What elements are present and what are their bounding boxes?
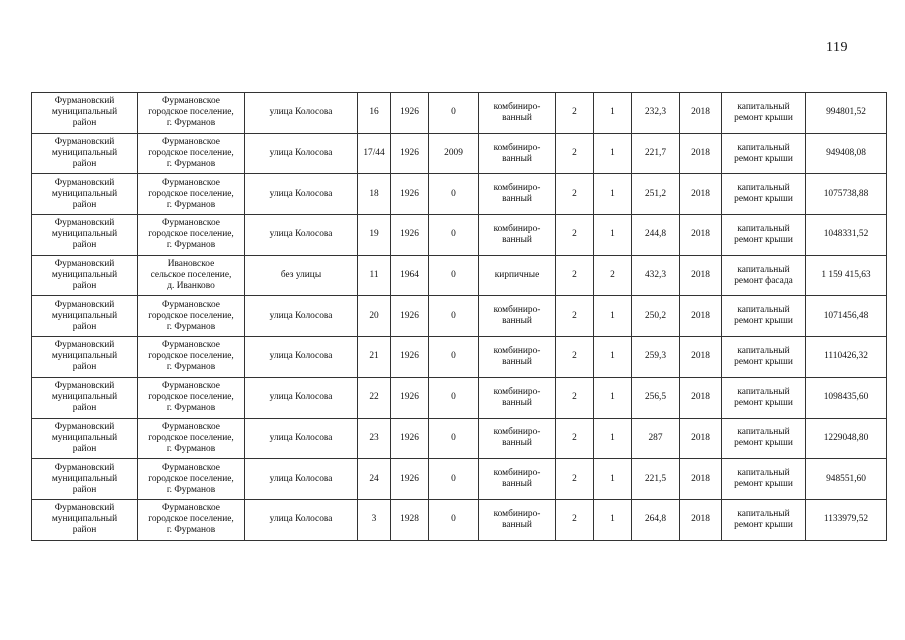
plan-year-cell: 2018 (680, 255, 722, 296)
house-number-cell: 19 (358, 215, 391, 256)
plan-year-cell: 2018 (680, 337, 722, 378)
year-built-cell: 1928 (391, 499, 429, 540)
year-renovated-cell: 0 (429, 337, 479, 378)
year-renovated-cell: 0 (429, 296, 479, 337)
wall-material-cell: комбиниро- ванный (479, 215, 556, 256)
district-cell: Фурмановский муниципальный район (32, 377, 138, 418)
floors-cell: 2 (556, 499, 594, 540)
street-cell: улица Колосова (245, 296, 358, 337)
settlement-cell: Фурмановское городское поселение, г. Фурманов (138, 377, 245, 418)
wall-material-cell: комбиниро- ванный (479, 93, 556, 134)
cost-cell: 1075738,88 (806, 174, 887, 215)
house-number-cell: 24 (358, 459, 391, 500)
work-type-cell: капитальный ремонт крыши (722, 215, 806, 256)
district-cell: Фурмановский муниципальный район (32, 459, 138, 500)
work-type-cell: капитальный ремонт крыши (722, 418, 806, 459)
year-built-cell: 1926 (391, 215, 429, 256)
plan-year-cell: 2018 (680, 499, 722, 540)
street-cell: улица Колосова (245, 93, 358, 134)
settlement-cell: Ивановское сельское поселение, д. Иванково (138, 255, 245, 296)
wall-material-cell: комбиниро- ванный (479, 174, 556, 215)
house-number-cell: 11 (358, 255, 391, 296)
district-cell: Фурмановский муниципальный район (32, 418, 138, 459)
district-cell: Фурмановский муниципальный район (32, 255, 138, 296)
cost-cell: 994801,52 (806, 93, 887, 134)
house-number-cell: 23 (358, 418, 391, 459)
table-row (32, 215, 887, 256)
entrances-cell: 1 (594, 377, 632, 418)
table-row (32, 418, 887, 459)
entrances-cell: 1 (594, 459, 632, 500)
floors-cell: 2 (556, 133, 594, 174)
year-renovated-cell: 0 (429, 255, 479, 296)
page-number: 119 (826, 40, 848, 55)
district-cell: Фурмановский муниципальный район (32, 296, 138, 337)
wall-material-cell: комбиниро- ванный (479, 296, 556, 337)
settlement-cell: Фурмановское городское поселение, г. Фурманов (138, 296, 245, 337)
table-row (32, 499, 887, 540)
entrances-cell: 1 (594, 296, 632, 337)
table-row (32, 296, 887, 337)
area-cell: 432,3 (632, 255, 680, 296)
year-built-cell: 1964 (391, 255, 429, 296)
district-cell: Фурмановский муниципальный район (32, 174, 138, 215)
table-row (32, 133, 887, 174)
district-cell: Фурмановский муниципальный район (32, 499, 138, 540)
settlement-cell: Фурмановское городское поселение, г. Фурманов (138, 418, 245, 459)
area-cell: 232,3 (632, 93, 680, 134)
area-cell: 250,2 (632, 296, 680, 337)
work-type-cell: капитальный ремонт фасада (722, 255, 806, 296)
house-number-cell: 20 (358, 296, 391, 337)
floors-cell: 2 (556, 296, 594, 337)
wall-material-cell: комбиниро- ванный (479, 133, 556, 174)
area-cell: 259,3 (632, 337, 680, 378)
cost-cell: 1110426,32 (806, 337, 887, 378)
house-number-cell: 18 (358, 174, 391, 215)
wall-material-cell: комбиниро- ванный (479, 377, 556, 418)
year-built-cell: 1926 (391, 418, 429, 459)
district-cell: Фурмановский муниципальный район (32, 215, 138, 256)
floors-cell: 2 (556, 215, 594, 256)
year-built-cell: 1926 (391, 133, 429, 174)
floors-cell: 2 (556, 418, 594, 459)
entrances-cell: 1 (594, 93, 632, 134)
wall-material-cell: комбиниро- ванный (479, 337, 556, 378)
settlement-cell: Фурмановское городское поселение, г. Фурманов (138, 337, 245, 378)
cost-cell: 1071456,48 (806, 296, 887, 337)
settlement-cell: Фурмановское городское поселение, г. Фурманов (138, 133, 245, 174)
house-number-cell: 17/44 (358, 133, 391, 174)
wall-material-cell: комбиниро- ванный (479, 499, 556, 540)
year-built-cell: 1926 (391, 377, 429, 418)
area-cell: 264,8 (632, 499, 680, 540)
floors-cell: 2 (556, 337, 594, 378)
table-row (32, 174, 887, 215)
year-renovated-cell: 0 (429, 93, 479, 134)
district-cell: Фурмановский муниципальный район (32, 133, 138, 174)
plan-year-cell: 2018 (680, 133, 722, 174)
cost-cell: 1229048,80 (806, 418, 887, 459)
year-built-cell: 1926 (391, 459, 429, 500)
house-number-cell: 16 (358, 93, 391, 134)
settlement-cell: Фурмановское городское поселение, г. Фурманов (138, 174, 245, 215)
street-cell: улица Колосова (245, 174, 358, 215)
work-type-cell: капитальный ремонт крыши (722, 337, 806, 378)
area-cell: 244,8 (632, 215, 680, 256)
wall-material-cell: комбиниро- ванный (479, 418, 556, 459)
year-built-cell: 1926 (391, 337, 429, 378)
plan-year-cell: 2018 (680, 296, 722, 337)
street-cell: улица Колосова (245, 215, 358, 256)
year-renovated-cell: 0 (429, 215, 479, 256)
year-built-cell: 1926 (391, 93, 429, 134)
settlement-cell: Фурмановское городское поселение, г. Фурманов (138, 93, 245, 134)
plan-year-cell: 2018 (680, 459, 722, 500)
table-body (32, 93, 887, 541)
area-cell: 256,5 (632, 377, 680, 418)
year-built-cell: 1926 (391, 174, 429, 215)
year-renovated-cell: 0 (429, 418, 479, 459)
year-renovated-cell: 0 (429, 377, 479, 418)
plan-year-cell: 2018 (680, 174, 722, 215)
area-cell: 251,2 (632, 174, 680, 215)
year-renovated-cell: 0 (429, 499, 479, 540)
table-row (32, 459, 887, 500)
work-type-cell: капитальный ремонт крыши (722, 133, 806, 174)
floors-cell: 2 (556, 459, 594, 500)
work-type-cell: капитальный ремонт крыши (722, 174, 806, 215)
plan-year-cell: 2018 (680, 215, 722, 256)
wall-material-cell: кирпичные (479, 255, 556, 296)
street-cell: улица Колосова (245, 337, 358, 378)
entrances-cell: 1 (594, 337, 632, 378)
entrances-cell: 1 (594, 133, 632, 174)
work-type-cell: капитальный ремонт крыши (722, 459, 806, 500)
table-row (32, 337, 887, 378)
year-renovated-cell: 0 (429, 459, 479, 500)
street-cell: улица Колосова (245, 377, 358, 418)
entrances-cell: 2 (594, 255, 632, 296)
housing-renovation-table (31, 92, 887, 541)
entrances-cell: 1 (594, 174, 632, 215)
area-cell: 287 (632, 418, 680, 459)
cost-cell: 948551,60 (806, 459, 887, 500)
table-row (32, 93, 887, 134)
work-type-cell: капитальный ремонт крыши (722, 93, 806, 134)
floors-cell: 2 (556, 377, 594, 418)
work-type-cell: капитальный ремонт крыши (722, 499, 806, 540)
settlement-cell: Фурмановское городское поселение, г. Фурманов (138, 459, 245, 500)
house-number-cell: 21 (358, 337, 391, 378)
area-cell: 221,7 (632, 133, 680, 174)
year-built-cell: 1926 (391, 296, 429, 337)
year-renovated-cell: 0 (429, 174, 479, 215)
plan-year-cell: 2018 (680, 418, 722, 459)
settlement-cell: Фурмановское городское поселение, г. Фурманов (138, 215, 245, 256)
plan-year-cell: 2018 (680, 377, 722, 418)
table-row (32, 377, 887, 418)
district-cell: Фурмановский муниципальный район (32, 337, 138, 378)
floors-cell: 2 (556, 255, 594, 296)
work-type-cell: капитальный ремонт крыши (722, 296, 806, 337)
cost-cell: 1 159 415,63 (806, 255, 887, 296)
district-cell: Фурмановский муниципальный район (32, 93, 138, 134)
street-cell: улица Колосова (245, 499, 358, 540)
table-row (32, 255, 887, 296)
plan-year-cell: 2018 (680, 93, 722, 134)
cost-cell: 1133979,52 (806, 499, 887, 540)
house-number-cell: 3 (358, 499, 391, 540)
wall-material-cell: комбиниро- ванный (479, 459, 556, 500)
street-cell: улица Колосова (245, 418, 358, 459)
entrances-cell: 1 (594, 499, 632, 540)
cost-cell: 1048331,52 (806, 215, 887, 256)
house-number-cell: 22 (358, 377, 391, 418)
work-type-cell: капитальный ремонт крыши (722, 377, 806, 418)
street-cell: улица Колосова (245, 133, 358, 174)
cost-cell: 949408,08 (806, 133, 887, 174)
area-cell: 221,5 (632, 459, 680, 500)
entrances-cell: 1 (594, 418, 632, 459)
floors-cell: 2 (556, 93, 594, 134)
year-renovated-cell: 2009 (429, 133, 479, 174)
settlement-cell: Фурмановское городское поселение, г. Фурманов (138, 499, 245, 540)
street-cell: улица Колосова (245, 459, 358, 500)
floors-cell: 2 (556, 174, 594, 215)
entrances-cell: 1 (594, 215, 632, 256)
cost-cell: 1098435,60 (806, 377, 887, 418)
street-cell: без улицы (245, 255, 358, 296)
